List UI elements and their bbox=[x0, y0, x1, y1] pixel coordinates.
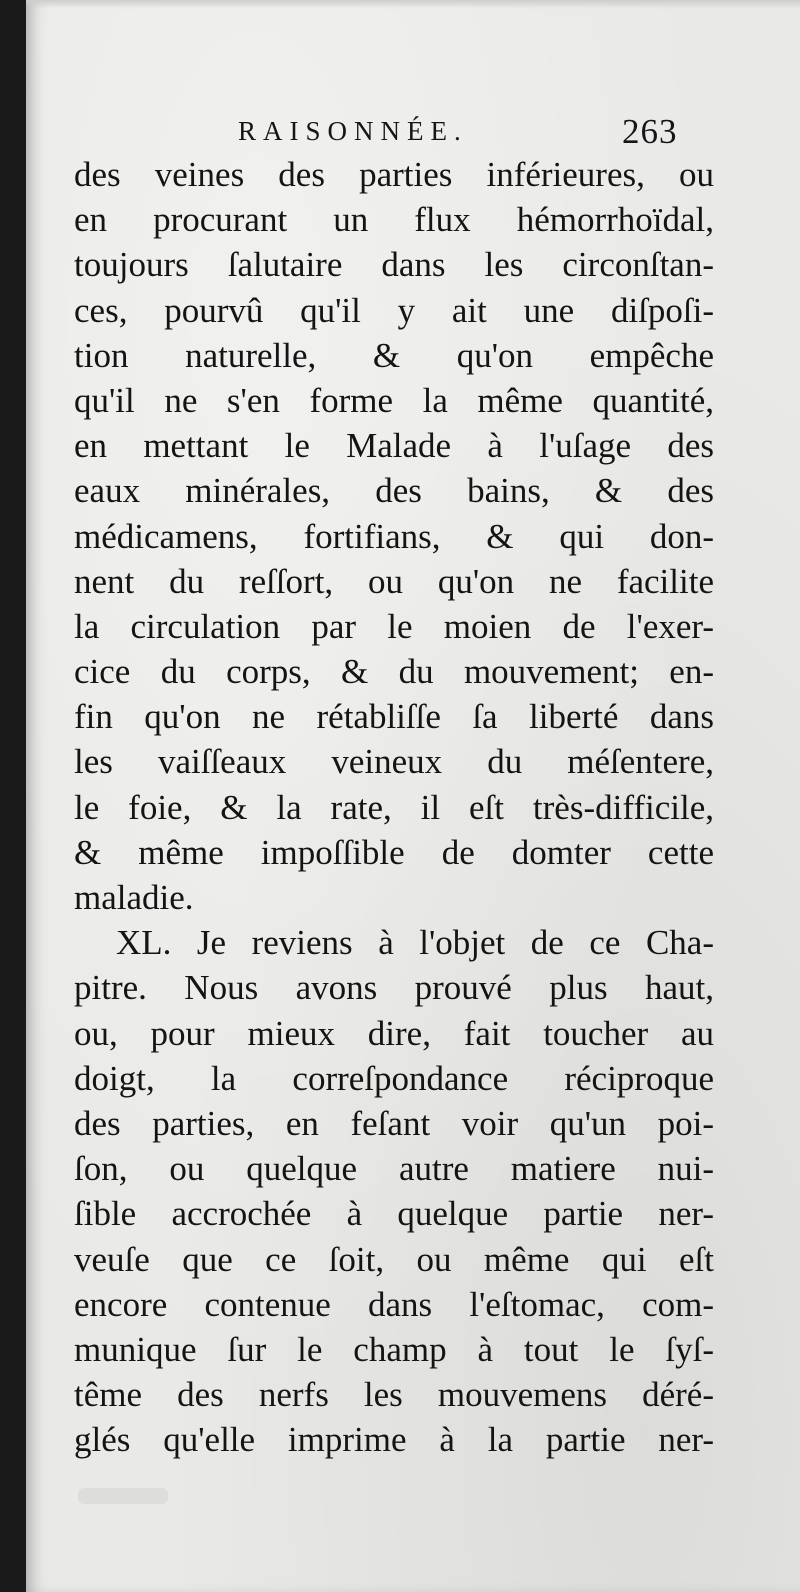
running-title: RAISONNÉE. bbox=[238, 116, 468, 146]
text-line: encore contenue dans l'eſtomac, com- bbox=[74, 1284, 714, 1324]
text-line: tême des nerfs les mouvemens déré- bbox=[74, 1375, 714, 1415]
text-line: des parties, en feſant voir qu'un poi- bbox=[74, 1103, 714, 1143]
paragraph-end-line: maladie. bbox=[74, 878, 194, 917]
text-line: en mettant le Malade à l'uſage des bbox=[74, 426, 714, 466]
text-line: la circulation par le moien de l'exer- bbox=[74, 606, 714, 646]
text-line: glés qu'elle imprime à la partie ner- bbox=[74, 1420, 714, 1460]
text-line: en procurant un flux hémorrhoïdal, bbox=[74, 200, 714, 240]
body-text bbox=[74, 152, 714, 1462]
text-line: les vaiſſeaux veineux du méſentere, bbox=[74, 742, 714, 782]
text-line: ou, pour mieux dire, fait toucher au bbox=[74, 1013, 714, 1053]
text-line: des veines des parties inférieures, ou bbox=[74, 155, 714, 194]
page-number: 263 bbox=[622, 112, 678, 151]
text-line: tion naturelle, & qu'on empêche bbox=[74, 335, 714, 375]
text-line: & même impoſſible de domter cette bbox=[74, 832, 714, 872]
page-top-edge bbox=[26, 0, 800, 8]
text-line: fin qu'on ne rétabliſſe ſa liberté dans bbox=[74, 697, 714, 737]
text-line: ſible accrochée à quelque partie ner- bbox=[74, 1194, 714, 1234]
text-line: cice du corps, & du mouvement; en- bbox=[74, 652, 714, 692]
text-line: ſon, ou quelque autre matiere nui- bbox=[74, 1149, 714, 1189]
text-line: toujours ſalutaire dans les circonſtan- bbox=[74, 245, 714, 285]
text-line: pitre. Nous avons prouvé plus haut, bbox=[74, 968, 714, 1008]
text-line: le foie, & la rate, il eſt très-difficile, bbox=[74, 787, 714, 827]
text-line: médicamens, fortifians, & qui don- bbox=[74, 516, 714, 556]
text-line: munique ſur le champ à tout le ſyſ- bbox=[74, 1329, 714, 1369]
text-line: veuſe que ce ſoit, ou même qui eſt bbox=[74, 1239, 714, 1279]
text-line: eaux minérales, des bains, & des bbox=[74, 471, 714, 511]
text-line: qu'il ne s'en forme la même quantité, bbox=[74, 380, 714, 420]
page-header bbox=[0, 112, 800, 152]
section-start-line: XL. Je reviens à l'objet de ce Cha- bbox=[116, 923, 714, 963]
text-line: ces, pourvû qu'il y ait une diſpoſi- bbox=[74, 290, 714, 330]
text-line: doigt, la correſpondance réciproque bbox=[74, 1058, 714, 1098]
text-line: nent du reſſort, ou qu'on ne facilite bbox=[74, 561, 714, 601]
ink-smudge bbox=[78, 1488, 168, 1504]
